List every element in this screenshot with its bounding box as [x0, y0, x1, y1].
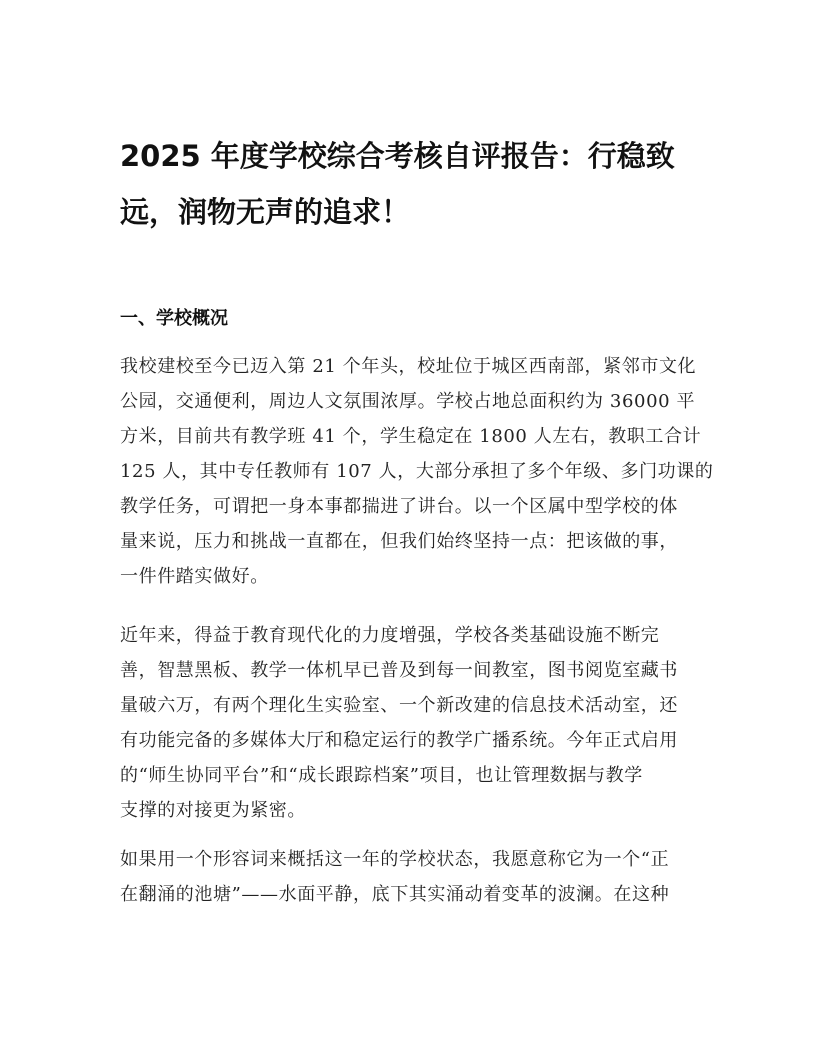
text-line: 一件件踏实做好。 — [120, 566, 269, 587]
paragraph-school-state — [120, 842, 700, 912]
title-line: 2025 年度学校综合考核自评报告：行稳致 — [120, 139, 675, 173]
text-line: 量来说，压力和挑战一直都在，但我们始终坚持一点：把该做的事， — [120, 531, 678, 552]
text-line: 有功能完备的多媒体大厅和稳定运行的教学广播系统。今年正式启用 — [120, 730, 678, 751]
title-line: 远，润物无声的追求！ — [120, 195, 411, 229]
text-line: 在翻涌的池塘”——水面平静，底下其实涌动着变革的波澜。在这种 — [120, 884, 670, 905]
paragraph-school-overview — [120, 349, 714, 594]
section-heading: 一、学校概况 — [120, 308, 228, 329]
text-line: 的“师生协同平台”和“成长跟踪档案”项目，也让管理数据与教学 — [120, 765, 643, 786]
text-line: 如果用一个形容词来概括这一年的学校状态，我愿意称它为一个“正 — [120, 849, 670, 870]
text-line: 量破六万，有两个理化生实验室、一个新改建的信息技术活动室，还 — [120, 695, 678, 716]
text-line: 方米，目前共有教学班 41 个，学生稳定在 1800 人左右，教职工合计 — [120, 426, 702, 447]
text-line: 125 人，其中专任教师有 107 人，大部分承担了多个年级、多门功课的 — [120, 461, 714, 482]
text-line: 善，智慧黑板、教学一体机早已普及到每一间教室，图书阅览室藏书 — [120, 660, 678, 681]
text-line: 公园，交通便利，周边人文氛围浓厚。学校占地总面积约为 36000 平 — [120, 391, 696, 412]
document-title — [120, 128, 700, 240]
text-line: 支撑的对接更为紧密。 — [120, 800, 306, 821]
paragraph-facilities — [120, 618, 700, 828]
text-line: 近年来，得益于教育现代化的力度增强，学校各类基础设施不断完 — [120, 625, 660, 646]
text-line: 教学任务，可谓把一身本事都揣进了讲台。以一个区属中型学校的体 — [120, 496, 678, 517]
text-line: 我校建校至今已迈入第 21 个年头，校址位于城区西南部，紧邻市文化 — [120, 356, 697, 377]
